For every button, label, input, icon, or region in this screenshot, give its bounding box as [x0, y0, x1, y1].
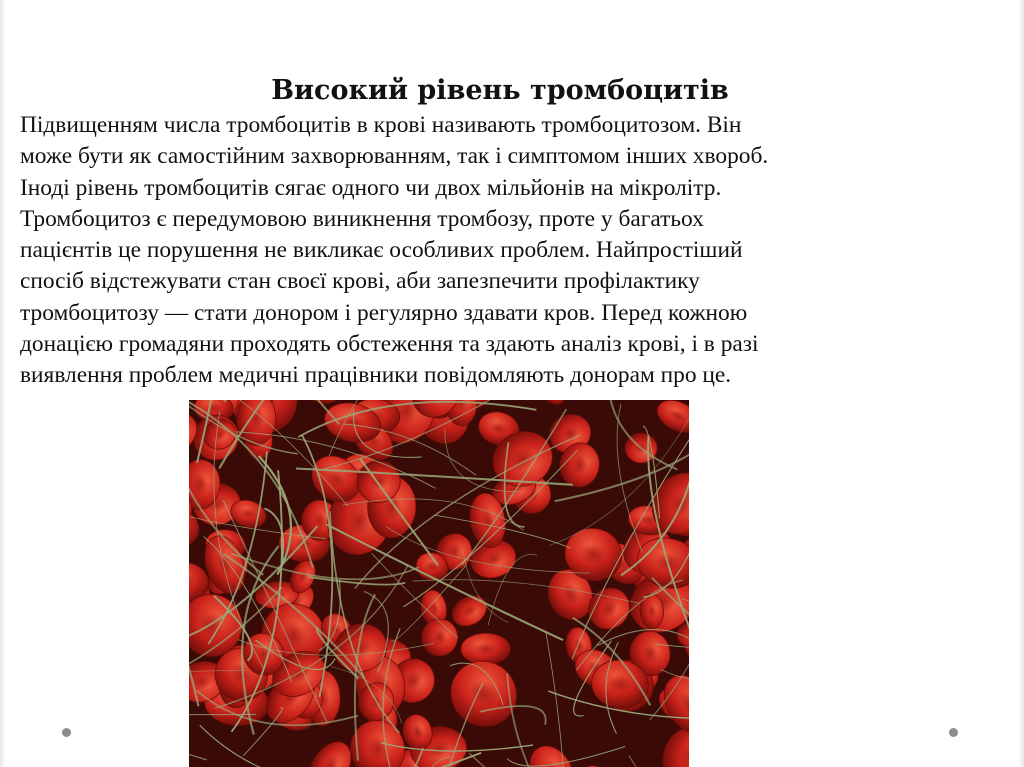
body-line: Тромбоцитоз є передумовою виникнення тромбозу, проте у багатьох	[20, 205, 704, 232]
nav-dot-icon	[949, 728, 958, 737]
slide-title: Високий рівень тромбоцитів	[271, 75, 729, 106]
body-line: Підвищенням числа тромбоцитів в крові називають тромбоцитозом. Він	[20, 112, 742, 138]
slide-body-text	[20, 110, 1000, 392]
slide-edge-left	[0, 0, 6, 767]
nav-dot-icon	[62, 728, 71, 737]
body-line: спосіб відстежувати стан своєї крові, аби запезпечити профілактику	[20, 268, 700, 295]
body-line: пацієнтів це порушення не викликає особливих проблем. Найпростіший	[20, 237, 743, 264]
blood-cells-illustration	[189, 400, 689, 767]
body-line: донацією громадяни проходять обстеження та здають аналіз крові, і в разі	[20, 331, 759, 358]
red-blood-cell	[461, 633, 511, 665]
body-line: може бути як самостійним захворюванням, так і симптомом інших хвороб.	[20, 143, 769, 170]
body-line: тромбоцитозу — стати донором і регулярно здавати кров. Перед кожною	[20, 299, 748, 326]
slide-edge-right	[1018, 0, 1024, 767]
body-line: виявлення проблем медичні працівники повідомляють донорам про це.	[20, 362, 732, 389]
body-line: Іноді рівень тромбоцитів сягає одного чи двох мільйонів на мікролітр.	[20, 174, 722, 201]
blood-cells-image	[189, 400, 689, 767]
